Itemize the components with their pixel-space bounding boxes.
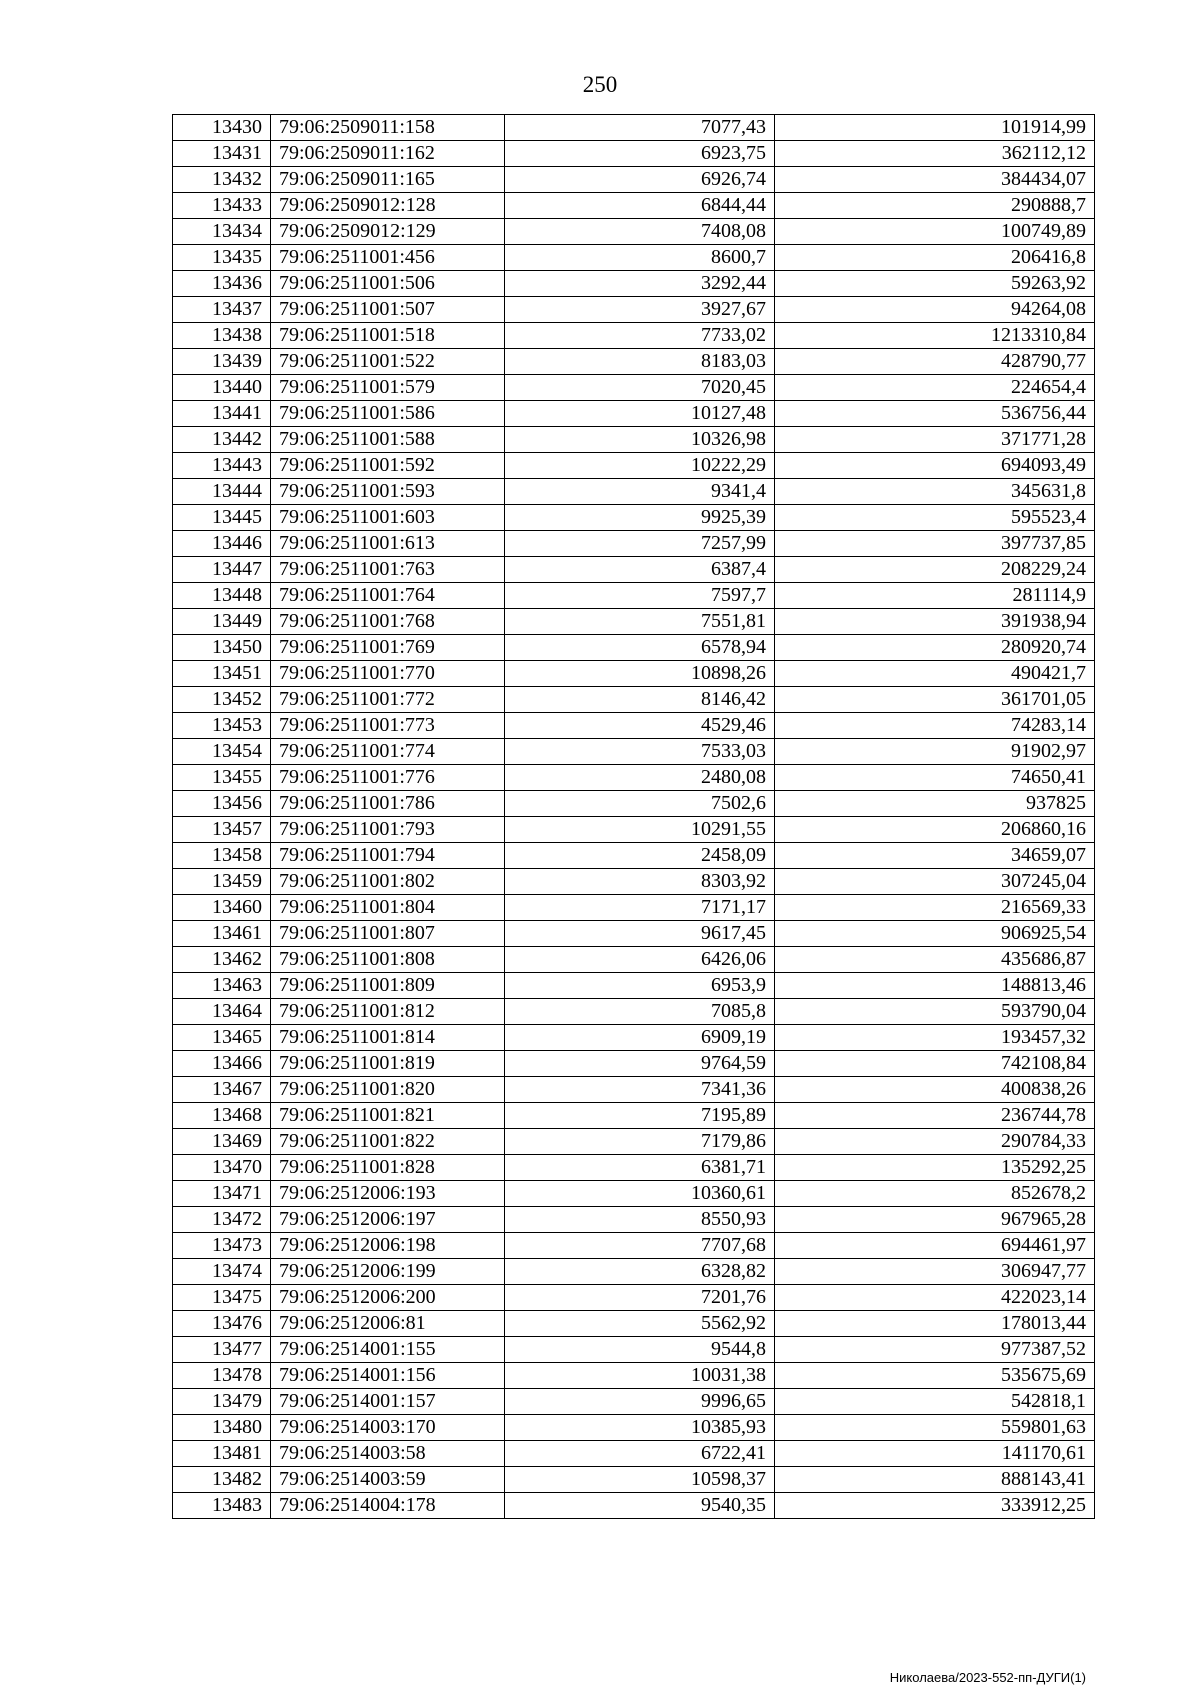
table-row bbox=[173, 1285, 1095, 1311]
row-number-cell: 13442 bbox=[173, 427, 271, 453]
cadastral-number-cell: 79:06:2511001:809 bbox=[271, 973, 505, 999]
table-row bbox=[173, 739, 1095, 765]
value-cell-2: 852678,2 bbox=[775, 1181, 1095, 1207]
value-cell-2: 967965,28 bbox=[775, 1207, 1095, 1233]
value-cell-1: 9544,8 bbox=[505, 1337, 775, 1363]
value-cell-2: 535675,69 bbox=[775, 1363, 1095, 1389]
value-cell-2: 593790,04 bbox=[775, 999, 1095, 1025]
cadastral-number-cell: 79:06:2511001:588 bbox=[271, 427, 505, 453]
value-cell-1: 7341,36 bbox=[505, 1077, 775, 1103]
cadastral-number-cell: 79:06:2509011:158 bbox=[271, 115, 505, 141]
table-row bbox=[173, 1103, 1095, 1129]
value-cell-2: 306947,77 bbox=[775, 1259, 1095, 1285]
cadastral-number-cell: 79:06:2511001:507 bbox=[271, 297, 505, 323]
value-cell-2: 74283,14 bbox=[775, 713, 1095, 739]
value-cell-1: 4529,46 bbox=[505, 713, 775, 739]
value-cell-1: 8550,93 bbox=[505, 1207, 775, 1233]
value-cell-1: 7257,99 bbox=[505, 531, 775, 557]
value-cell-2: 74650,41 bbox=[775, 765, 1095, 791]
value-cell-2: 208229,24 bbox=[775, 557, 1095, 583]
value-cell-2: 542818,1 bbox=[775, 1389, 1095, 1415]
cadastral-number-cell: 79:06:2511001:802 bbox=[271, 869, 505, 895]
cadastral-number-cell: 79:06:2511001:522 bbox=[271, 349, 505, 375]
value-cell-2: 59263,92 bbox=[775, 271, 1095, 297]
table-row bbox=[173, 895, 1095, 921]
table-row bbox=[173, 843, 1095, 869]
table-row bbox=[173, 245, 1095, 271]
row-number-cell: 13480 bbox=[173, 1415, 271, 1441]
value-cell-2: 435686,87 bbox=[775, 947, 1095, 973]
value-cell-1: 7597,7 bbox=[505, 583, 775, 609]
cadastral-number-cell: 79:06:2512006:197 bbox=[271, 1207, 505, 1233]
value-cell-1: 9925,39 bbox=[505, 505, 775, 531]
value-cell-2: 400838,26 bbox=[775, 1077, 1095, 1103]
value-cell-1: 8183,03 bbox=[505, 349, 775, 375]
value-cell-1: 2458,09 bbox=[505, 843, 775, 869]
table-row bbox=[173, 687, 1095, 713]
value-cell-1: 10222,29 bbox=[505, 453, 775, 479]
row-number-cell: 13462 bbox=[173, 947, 271, 973]
cadastral-number-cell: 79:06:2509012:128 bbox=[271, 193, 505, 219]
value-cell-2: 101914,99 bbox=[775, 115, 1095, 141]
table-row bbox=[173, 1493, 1095, 1519]
value-cell-1: 10031,38 bbox=[505, 1363, 775, 1389]
value-cell-1: 9540,35 bbox=[505, 1493, 775, 1519]
row-number-cell: 13430 bbox=[173, 115, 271, 141]
row-number-cell: 13456 bbox=[173, 791, 271, 817]
row-number-cell: 13481 bbox=[173, 1441, 271, 1467]
value-cell-2: 977387,52 bbox=[775, 1337, 1095, 1363]
cadastral-number-cell: 79:06:2511001:776 bbox=[271, 765, 505, 791]
value-cell-2: 362112,12 bbox=[775, 141, 1095, 167]
value-cell-2: 141170,61 bbox=[775, 1441, 1095, 1467]
cadastral-number-cell: 79:06:2511001:768 bbox=[271, 609, 505, 635]
value-cell-2: 290784,33 bbox=[775, 1129, 1095, 1155]
table-row bbox=[173, 271, 1095, 297]
document-reference: Николаева/2023-552-пп-ДУГИ(1) bbox=[889, 1670, 1086, 1685]
row-number-cell: 13477 bbox=[173, 1337, 271, 1363]
cadastral-number-cell: 79:06:2511001:603 bbox=[271, 505, 505, 531]
value-cell-2: 148813,46 bbox=[775, 973, 1095, 999]
table-row bbox=[173, 869, 1095, 895]
table-row bbox=[173, 427, 1095, 453]
cadastral-number-cell: 79:06:2509012:129 bbox=[271, 219, 505, 245]
cadastral-number-cell: 79:06:2509011:165 bbox=[271, 167, 505, 193]
row-number-cell: 13433 bbox=[173, 193, 271, 219]
value-cell-1: 10127,48 bbox=[505, 401, 775, 427]
value-cell-2: 397737,85 bbox=[775, 531, 1095, 557]
value-cell-1: 8600,7 bbox=[505, 245, 775, 271]
table-row bbox=[173, 323, 1095, 349]
value-cell-2: 34659,07 bbox=[775, 843, 1095, 869]
value-cell-1: 7533,03 bbox=[505, 739, 775, 765]
row-number-cell: 13443 bbox=[173, 453, 271, 479]
value-cell-1: 8146,42 bbox=[505, 687, 775, 713]
row-number-cell: 13470 bbox=[173, 1155, 271, 1181]
value-cell-2: 307245,04 bbox=[775, 869, 1095, 895]
row-number-cell: 13465 bbox=[173, 1025, 271, 1051]
table-row bbox=[173, 1077, 1095, 1103]
table-row bbox=[173, 349, 1095, 375]
cadastral-number-cell: 79:06:2514001:155 bbox=[271, 1337, 505, 1363]
table-row bbox=[173, 1389, 1095, 1415]
value-cell-1: 10291,55 bbox=[505, 817, 775, 843]
row-number-cell: 13437 bbox=[173, 297, 271, 323]
table-row bbox=[173, 141, 1095, 167]
cadastral-number-cell: 79:06:2511001:769 bbox=[271, 635, 505, 661]
row-number-cell: 13472 bbox=[173, 1207, 271, 1233]
row-number-cell: 13475 bbox=[173, 1285, 271, 1311]
table-row bbox=[173, 297, 1095, 323]
table-row bbox=[173, 557, 1095, 583]
table-row bbox=[173, 1129, 1095, 1155]
row-number-cell: 13436 bbox=[173, 271, 271, 297]
table-row bbox=[173, 167, 1095, 193]
value-cell-2: 361701,05 bbox=[775, 687, 1095, 713]
table-row bbox=[173, 115, 1095, 141]
row-number-cell: 13458 bbox=[173, 843, 271, 869]
value-cell-1: 9617,45 bbox=[505, 921, 775, 947]
table-row bbox=[173, 1155, 1095, 1181]
cadastral-number-cell: 79:06:2514003:170 bbox=[271, 1415, 505, 1441]
row-number-cell: 13467 bbox=[173, 1077, 271, 1103]
table-row bbox=[173, 791, 1095, 817]
value-cell-2: 536756,44 bbox=[775, 401, 1095, 427]
value-cell-1: 6387,4 bbox=[505, 557, 775, 583]
row-number-cell: 13435 bbox=[173, 245, 271, 271]
cadastral-number-cell: 79:06:2511001:613 bbox=[271, 531, 505, 557]
cadastral-number-cell: 79:06:2511001:814 bbox=[271, 1025, 505, 1051]
row-number-cell: 13471 bbox=[173, 1181, 271, 1207]
value-cell-2: 216569,33 bbox=[775, 895, 1095, 921]
cadastral-number-cell: 79:06:2511001:763 bbox=[271, 557, 505, 583]
table-row bbox=[173, 1415, 1095, 1441]
value-cell-1: 3927,67 bbox=[505, 297, 775, 323]
cadastral-number-cell: 79:06:2511001:774 bbox=[271, 739, 505, 765]
cadastral-number-cell: 79:06:2512006:81 bbox=[271, 1311, 505, 1337]
value-cell-1: 6926,74 bbox=[505, 167, 775, 193]
row-number-cell: 13466 bbox=[173, 1051, 271, 1077]
table-row bbox=[173, 1181, 1095, 1207]
table-row bbox=[173, 375, 1095, 401]
value-cell-2: 937825 bbox=[775, 791, 1095, 817]
cadastral-number-cell: 79:06:2511001:764 bbox=[271, 583, 505, 609]
cadastral-number-cell: 79:06:2511001:456 bbox=[271, 245, 505, 271]
value-cell-1: 6328,82 bbox=[505, 1259, 775, 1285]
value-cell-2: 1213310,84 bbox=[775, 323, 1095, 349]
value-cell-1: 6578,94 bbox=[505, 635, 775, 661]
cadastral-number-cell: 79:06:2511001:807 bbox=[271, 921, 505, 947]
row-number-cell: 13448 bbox=[173, 583, 271, 609]
row-number-cell: 13441 bbox=[173, 401, 271, 427]
table-row bbox=[173, 1025, 1095, 1051]
table-row bbox=[173, 1311, 1095, 1337]
value-cell-1: 9764,59 bbox=[505, 1051, 775, 1077]
cadastral-number-cell: 79:06:2511001:773 bbox=[271, 713, 505, 739]
value-cell-1: 7502,6 bbox=[505, 791, 775, 817]
table-row bbox=[173, 609, 1095, 635]
row-number-cell: 13439 bbox=[173, 349, 271, 375]
value-cell-1: 7201,76 bbox=[505, 1285, 775, 1311]
table-row bbox=[173, 1233, 1095, 1259]
value-cell-1: 2480,08 bbox=[505, 765, 775, 791]
row-number-cell: 13454 bbox=[173, 739, 271, 765]
value-cell-2: 384434,07 bbox=[775, 167, 1095, 193]
value-cell-2: 236744,78 bbox=[775, 1103, 1095, 1129]
value-cell-2: 206416,8 bbox=[775, 245, 1095, 271]
table-row bbox=[173, 583, 1095, 609]
value-cell-1: 7408,08 bbox=[505, 219, 775, 245]
value-cell-1: 10385,93 bbox=[505, 1415, 775, 1441]
value-cell-2: 694093,49 bbox=[775, 453, 1095, 479]
table-row bbox=[173, 401, 1095, 427]
row-number-cell: 13445 bbox=[173, 505, 271, 531]
value-cell-1: 6953,9 bbox=[505, 973, 775, 999]
table-row bbox=[173, 453, 1095, 479]
row-number-cell: 13447 bbox=[173, 557, 271, 583]
value-cell-1: 7077,43 bbox=[505, 115, 775, 141]
cadastral-number-cell: 79:06:2511001:812 bbox=[271, 999, 505, 1025]
row-number-cell: 13468 bbox=[173, 1103, 271, 1129]
row-number-cell: 13463 bbox=[173, 973, 271, 999]
table-row bbox=[173, 1441, 1095, 1467]
value-cell-2: 490421,7 bbox=[775, 661, 1095, 687]
row-number-cell: 13431 bbox=[173, 141, 271, 167]
cadastral-number-cell: 79:06:2512006:198 bbox=[271, 1233, 505, 1259]
value-cell-1: 7195,89 bbox=[505, 1103, 775, 1129]
value-cell-2: 290888,7 bbox=[775, 193, 1095, 219]
row-number-cell: 13483 bbox=[173, 1493, 271, 1519]
table-row bbox=[173, 1337, 1095, 1363]
cadastral-number-cell: 79:06:2511001:593 bbox=[271, 479, 505, 505]
table-row bbox=[173, 1207, 1095, 1233]
cadastral-number-cell: 79:06:2514001:157 bbox=[271, 1389, 505, 1415]
value-cell-1: 6381,71 bbox=[505, 1155, 775, 1181]
table-row bbox=[173, 479, 1095, 505]
value-cell-1: 10598,37 bbox=[505, 1467, 775, 1493]
value-cell-1: 7020,45 bbox=[505, 375, 775, 401]
value-cell-2: 193457,32 bbox=[775, 1025, 1095, 1051]
cadastral-number-cell: 79:06:2511001:506 bbox=[271, 271, 505, 297]
table-row bbox=[173, 999, 1095, 1025]
value-cell-1: 7179,86 bbox=[505, 1129, 775, 1155]
cadastral-number-cell: 79:06:2511001:772 bbox=[271, 687, 505, 713]
value-cell-2: 100749,89 bbox=[775, 219, 1095, 245]
row-number-cell: 13440 bbox=[173, 375, 271, 401]
value-cell-1: 6426,06 bbox=[505, 947, 775, 973]
value-cell-1: 10326,98 bbox=[505, 427, 775, 453]
cadastral-number-cell: 79:06:2511001:586 bbox=[271, 401, 505, 427]
value-cell-2: 428790,77 bbox=[775, 349, 1095, 375]
cadastral-number-cell: 79:06:2514001:156 bbox=[271, 1363, 505, 1389]
row-number-cell: 13451 bbox=[173, 661, 271, 687]
table-row bbox=[173, 1259, 1095, 1285]
row-number-cell: 13444 bbox=[173, 479, 271, 505]
row-number-cell: 13438 bbox=[173, 323, 271, 349]
value-cell-2: 224654,4 bbox=[775, 375, 1095, 401]
table-row bbox=[173, 765, 1095, 791]
value-cell-2: 91902,97 bbox=[775, 739, 1095, 765]
row-number-cell: 13432 bbox=[173, 167, 271, 193]
row-number-cell: 13452 bbox=[173, 687, 271, 713]
value-cell-1: 6909,19 bbox=[505, 1025, 775, 1051]
table-row bbox=[173, 1363, 1095, 1389]
cadastral-number-cell: 79:06:2511001:821 bbox=[271, 1103, 505, 1129]
value-cell-1: 7085,8 bbox=[505, 999, 775, 1025]
row-number-cell: 13476 bbox=[173, 1311, 271, 1337]
cadastral-number-cell: 79:06:2511001:793 bbox=[271, 817, 505, 843]
value-cell-1: 3292,44 bbox=[505, 271, 775, 297]
row-number-cell: 13460 bbox=[173, 895, 271, 921]
value-cell-1: 7551,81 bbox=[505, 609, 775, 635]
table-row bbox=[173, 505, 1095, 531]
row-number-cell: 13479 bbox=[173, 1389, 271, 1415]
cadastral-number-cell: 79:06:2514003:59 bbox=[271, 1467, 505, 1493]
cadastral-number-cell: 79:06:2509011:162 bbox=[271, 141, 505, 167]
table-row bbox=[173, 661, 1095, 687]
value-cell-1: 6923,75 bbox=[505, 141, 775, 167]
cadastral-number-cell: 79:06:2511001:819 bbox=[271, 1051, 505, 1077]
value-cell-1: 5562,92 bbox=[505, 1311, 775, 1337]
table-row bbox=[173, 193, 1095, 219]
table-row bbox=[173, 219, 1095, 245]
data-table bbox=[172, 114, 1095, 1519]
row-number-cell: 13450 bbox=[173, 635, 271, 661]
row-number-cell: 13446 bbox=[173, 531, 271, 557]
value-cell-2: 559801,63 bbox=[775, 1415, 1095, 1441]
value-cell-2: 281114,9 bbox=[775, 583, 1095, 609]
value-cell-1: 6844,44 bbox=[505, 193, 775, 219]
row-number-cell: 13457 bbox=[173, 817, 271, 843]
value-cell-2: 391938,94 bbox=[775, 609, 1095, 635]
row-number-cell: 13474 bbox=[173, 1259, 271, 1285]
cadastral-number-cell: 79:06:2511001:794 bbox=[271, 843, 505, 869]
row-number-cell: 13459 bbox=[173, 869, 271, 895]
cadastral-number-cell: 79:06:2512006:199 bbox=[271, 1259, 505, 1285]
cadastral-number-cell: 79:06:2511001:579 bbox=[271, 375, 505, 401]
value-cell-2: 888143,41 bbox=[775, 1467, 1095, 1493]
row-number-cell: 13461 bbox=[173, 921, 271, 947]
value-cell-1: 10898,26 bbox=[505, 661, 775, 687]
cadastral-number-cell: 79:06:2512006:193 bbox=[271, 1181, 505, 1207]
row-number-cell: 13482 bbox=[173, 1467, 271, 1493]
value-cell-2: 94264,08 bbox=[775, 297, 1095, 323]
row-number-cell: 13453 bbox=[173, 713, 271, 739]
cadastral-number-cell: 79:06:2511001:808 bbox=[271, 947, 505, 973]
cadastral-number-cell: 79:06:2514003:58 bbox=[271, 1441, 505, 1467]
page-number: 250 bbox=[582, 72, 618, 97]
value-cell-2: 280920,74 bbox=[775, 635, 1095, 661]
value-cell-2: 694461,97 bbox=[775, 1233, 1095, 1259]
cadastral-number-cell: 79:06:2511001:770 bbox=[271, 661, 505, 687]
cadastral-number-cell: 79:06:2511001:820 bbox=[271, 1077, 505, 1103]
cadastral-number-cell: 79:06:2512006:200 bbox=[271, 1285, 505, 1311]
table-row bbox=[173, 817, 1095, 843]
value-cell-1: 8303,92 bbox=[505, 869, 775, 895]
cadastral-number-cell: 79:06:2511001:786 bbox=[271, 791, 505, 817]
row-number-cell: 13473 bbox=[173, 1233, 271, 1259]
value-cell-2: 422023,14 bbox=[775, 1285, 1095, 1311]
row-number-cell: 13434 bbox=[173, 219, 271, 245]
table-row bbox=[173, 1051, 1095, 1077]
table-row bbox=[173, 1467, 1095, 1493]
value-cell-1: 10360,61 bbox=[505, 1181, 775, 1207]
table-row bbox=[173, 635, 1095, 661]
value-cell-1: 9341,4 bbox=[505, 479, 775, 505]
value-cell-2: 742108,84 bbox=[775, 1051, 1095, 1077]
row-number-cell: 13469 bbox=[173, 1129, 271, 1155]
table-body bbox=[173, 115, 1095, 1519]
value-cell-2: 206860,16 bbox=[775, 817, 1095, 843]
value-cell-1: 7733,02 bbox=[505, 323, 775, 349]
table-row bbox=[173, 921, 1095, 947]
table-row bbox=[173, 973, 1095, 999]
row-number-cell: 13449 bbox=[173, 609, 271, 635]
cadastral-number-cell: 79:06:2511001:828 bbox=[271, 1155, 505, 1181]
value-cell-1: 9996,65 bbox=[505, 1389, 775, 1415]
value-cell-2: 178013,44 bbox=[775, 1311, 1095, 1337]
cadastral-number-cell: 79:06:2511001:804 bbox=[271, 895, 505, 921]
row-number-cell: 13478 bbox=[173, 1363, 271, 1389]
cadastral-number-cell: 79:06:2511001:518 bbox=[271, 323, 505, 349]
value-cell-2: 906925,54 bbox=[775, 921, 1095, 947]
value-cell-2: 333912,25 bbox=[775, 1493, 1095, 1519]
value-cell-2: 345631,8 bbox=[775, 479, 1095, 505]
value-cell-2: 371771,28 bbox=[775, 427, 1095, 453]
row-number-cell: 13455 bbox=[173, 765, 271, 791]
value-cell-2: 595523,4 bbox=[775, 505, 1095, 531]
cadastral-number-cell: 79:06:2514004:178 bbox=[271, 1493, 505, 1519]
value-cell-1: 7171,17 bbox=[505, 895, 775, 921]
table-row bbox=[173, 531, 1095, 557]
value-cell-2: 135292,25 bbox=[775, 1155, 1095, 1181]
value-cell-1: 7707,68 bbox=[505, 1233, 775, 1259]
table-row bbox=[173, 713, 1095, 739]
cadastral-number-cell: 79:06:2511001:822 bbox=[271, 1129, 505, 1155]
row-number-cell: 13464 bbox=[173, 999, 271, 1025]
value-cell-1: 6722,41 bbox=[505, 1441, 775, 1467]
table-row bbox=[173, 947, 1095, 973]
cadastral-number-cell: 79:06:2511001:592 bbox=[271, 453, 505, 479]
